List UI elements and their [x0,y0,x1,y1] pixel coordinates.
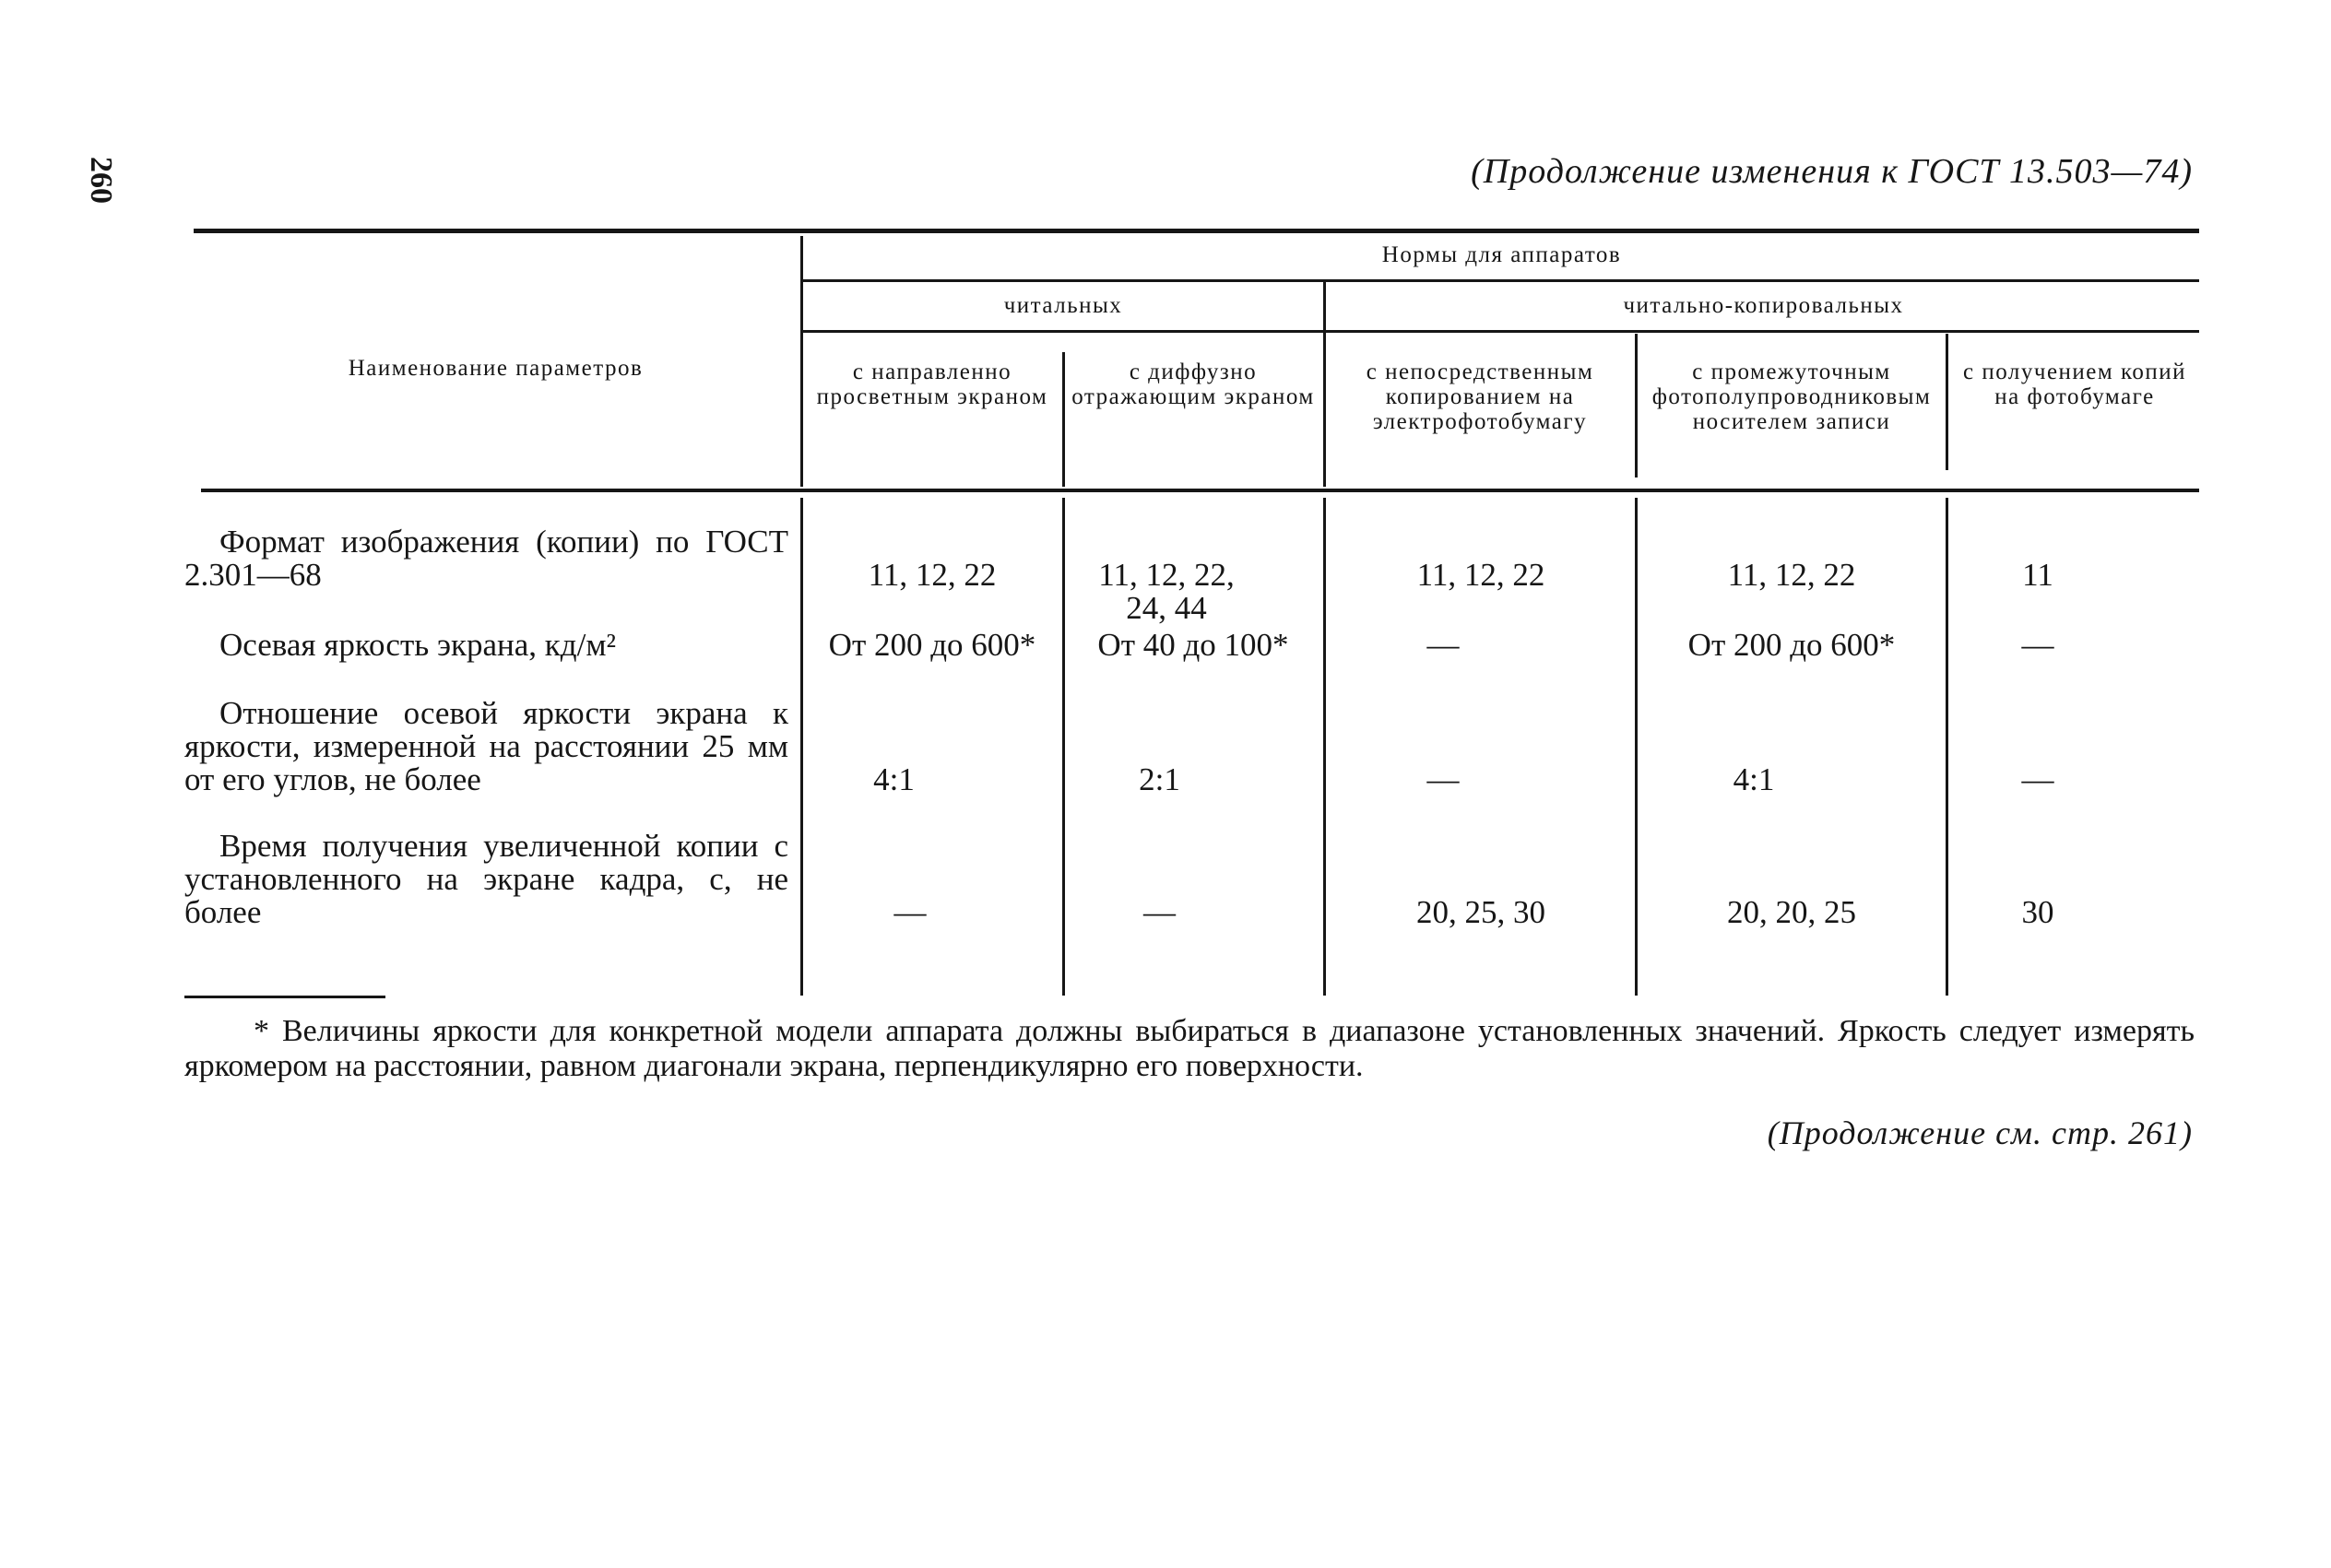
table-cell: 11, 12, 22 [868,557,997,593]
table-row-label: Формат изображения (копии) по ГОСТ 2.301—68 [184,524,788,593]
table-cell: — [1426,761,1460,797]
page-number: 260 [84,157,118,204]
table-cell: 20, 20, 25 [1727,894,1856,930]
subheader-diffuse-screen: с диффузно отражающим экраном [1071,360,1315,409]
subheader-photo-paper: с получением копий на фотобумаге [1963,360,2186,409]
table-cell: 11 [2022,557,2053,593]
column-divider [1635,498,1638,996]
table-row-label: Отношение осевой яркости экрана к яркости, измеренной на расстоянии 25 мм от его углов, не более [184,695,788,797]
table-cell: 4:1 [873,761,915,797]
table-cell: 11, 12, 22, 24, 44 [1098,557,1235,626]
table-cell: От 40 до 100* [1097,627,1289,663]
column-divider [1323,282,1326,487]
footnote-rule [184,996,385,998]
table-cell: — [2021,627,2054,663]
table-row-label: Время получения увеличенной копии с установленного на экране кадра, с, не более [184,828,788,930]
table-cell: 2:1 [1139,761,1180,797]
table-cell: — [893,894,927,930]
table-cell: — [2021,761,2054,797]
group-header-reading: читальных [1003,293,1123,318]
subheader-directed-screen: с направленно просветным экраном [816,360,1048,409]
column-divider [1323,498,1326,996]
running-head: (Продолжение изменения к ГОСТ 13.503—74) [1471,152,2193,191]
table-cell: 11, 12, 22 [1727,557,1856,593]
table-cell: 11, 12, 22 [1416,557,1545,593]
norms-header: Нормы для аппаратов [1381,242,1622,267]
footnote: * Величины яркости для конкретной модели аппарата должны выбираться в диапазоне установленных значений. Яркость следует измерять яркомером на расстоянии, равном диагонали экрана, перпендикулярно его поверхности. [184,1014,2195,1083]
param-header: Наименование параметров [348,356,644,381]
table-cell: 20, 25, 30 [1416,894,1545,930]
column-divider [1062,352,1065,487]
groups-under-rule-right [1326,330,2199,333]
header-bottom-rule [201,489,2199,492]
subheader-intermediate-carrier: с промежуточным фотополупроводниковым носителем записи [1651,360,1932,434]
table-top-rule [194,229,2199,233]
table-cell: 4:1 [1733,761,1775,797]
column-divider [800,236,803,487]
groups-under-rule-left [802,330,1323,333]
norms-under-rule [802,279,2199,282]
table-cell: 30 [2021,894,2054,930]
column-divider [1635,334,1638,477]
table-cell: — [1143,894,1176,930]
group-header-reading-copying: читально-копировальных [1623,293,1904,318]
table-cell: От 200 до 600* [1687,627,1896,663]
continuation-note: (Продолжение см. стр. 261) [1767,1114,2193,1151]
column-divider [1946,334,1948,470]
table-row-label: Осевая яркость экрана, кд/м² [219,627,616,663]
table-cell: От 200 до 600* [828,627,1036,663]
column-divider [1946,498,1948,996]
subheader-direct-copy: с непосредственным копированием на электрофотобумагу [1366,360,1594,434]
table-cell: — [1426,627,1460,663]
column-divider [800,498,803,996]
